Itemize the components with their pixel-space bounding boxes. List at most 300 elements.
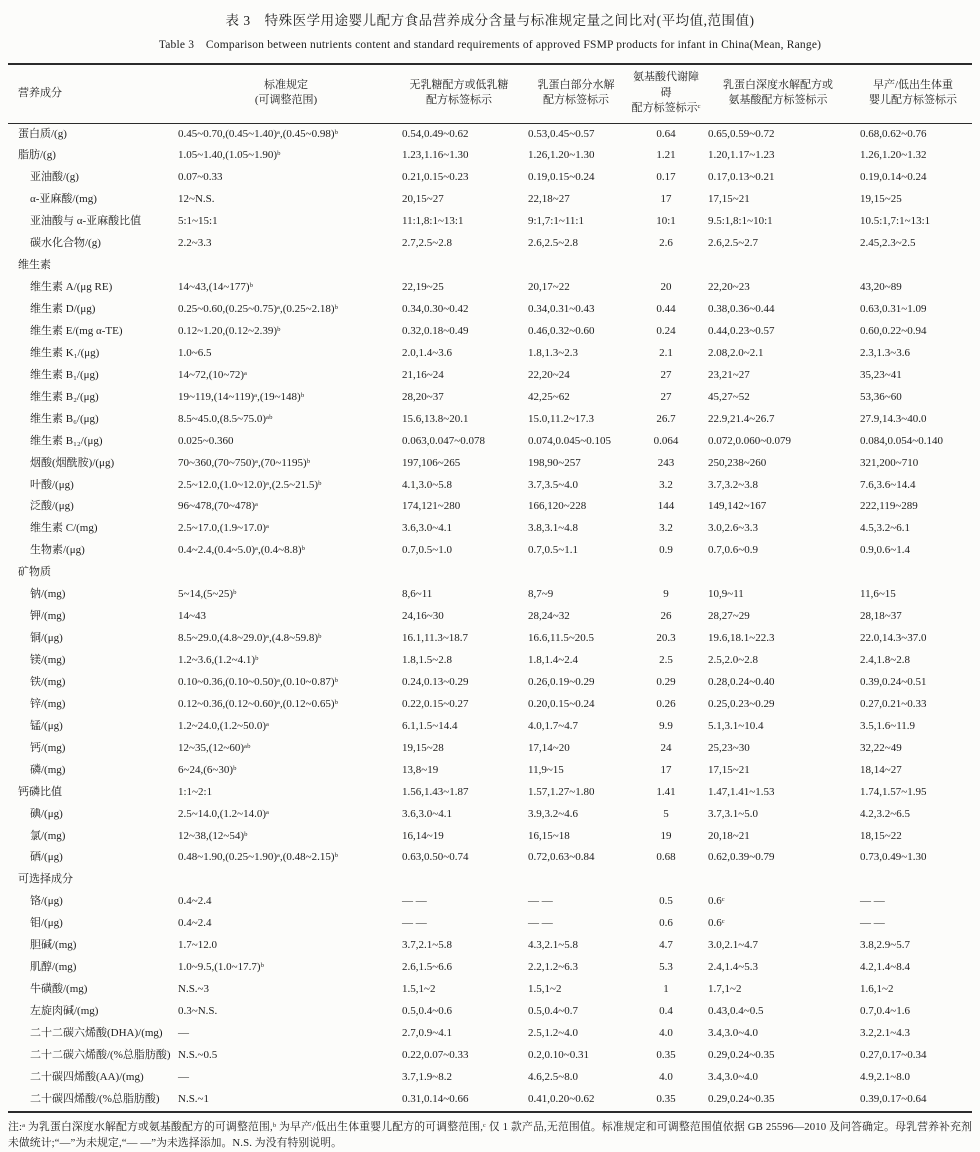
cell: 19,15~28 xyxy=(402,741,444,754)
cell: 1.26,1.20~1.32 xyxy=(860,149,927,162)
cell: 20,15~27 xyxy=(402,193,444,206)
cell: 0.31,0.14~0.66 xyxy=(402,1092,469,1105)
cell: 2.08,2.0~2.1 xyxy=(708,346,764,359)
table-row xyxy=(8,847,972,869)
cell: 2.5~12.0,(1.0~12.0)ᵃ,(2.5~21.5)ᵇ xyxy=(178,478,322,491)
table-header xyxy=(8,64,972,123)
cell: 1.74,1.57~1.95 xyxy=(860,785,927,798)
section-row xyxy=(8,562,972,584)
table-row xyxy=(8,979,972,1001)
cell: 0.26 xyxy=(656,697,676,710)
cell: 4.3,2.1~5.8 xyxy=(528,939,578,952)
cell: 0.19,0.14~0.24 xyxy=(860,171,927,184)
cell: 2.2,1.2~6.3 xyxy=(528,961,578,974)
cell: 2.5~17.0,(1.9~17.0)ᵃ xyxy=(178,522,269,535)
cell: 10:1 xyxy=(656,215,676,228)
cell: 0.9,0.6~1.4 xyxy=(860,544,910,557)
cell: 5:1~15:1 xyxy=(178,215,218,228)
cell: 0.65,0.59~0.72 xyxy=(708,127,775,140)
table-row xyxy=(8,935,972,957)
cell: 19 xyxy=(660,829,672,842)
col-header-standard: 标准规定 (可调整范围) xyxy=(176,64,396,123)
cell: 1.0~9.5,(1.0~17.7)ᵇ xyxy=(178,961,264,974)
cell: 7.6,3.6~14.4 xyxy=(860,478,916,491)
cell: 22.0,14.3~37.0 xyxy=(860,632,927,645)
cell: 0.21,0.15~0.23 xyxy=(402,171,469,184)
cell: 96~478,(70~478)ᵃ xyxy=(178,500,258,513)
header-row xyxy=(8,64,972,123)
cell: 0.7,0.4~1.6 xyxy=(860,1005,910,1017)
row-label: 碘/(μg) xyxy=(30,807,63,820)
table-row xyxy=(8,1045,972,1067)
row-label: 硒/(μg) xyxy=(30,851,63,864)
cell: — xyxy=(178,1070,189,1083)
cell: 3.8,2.9~5.7 xyxy=(860,939,910,952)
cell: 22,18~27 xyxy=(528,193,570,206)
cell: 0.63,0.50~0.74 xyxy=(402,851,469,864)
cell: 45,27~52 xyxy=(708,390,750,403)
col-header-preterm: 早产/低出生体重 婴儿配方标签标示 xyxy=(854,64,972,123)
cell: 0.43,0.4~0.5 xyxy=(708,1005,764,1017)
cell: 0.20,0.15~0.24 xyxy=(528,697,595,710)
cell: 3.0,2.1~4.7 xyxy=(708,939,758,952)
cell: 3.6,3.0~4.1 xyxy=(402,807,452,820)
cell: 0.24 xyxy=(656,324,676,337)
cell: — — xyxy=(402,895,427,908)
cell: 9.9 xyxy=(659,719,673,732)
cell: 22.9,21.4~26.7 xyxy=(708,412,775,425)
cell: 1.8,1.3~2.3 xyxy=(528,346,578,359)
cell: 0.63,0.31~1.09 xyxy=(860,303,927,315)
cell: 2.4,1.8~2.8 xyxy=(860,654,910,666)
cell: 321,200~710 xyxy=(860,456,919,469)
cell: 3.7,3.5~4.0 xyxy=(528,478,578,491)
cell: 13,8~19 xyxy=(402,763,439,776)
cell xyxy=(396,255,522,277)
cell: — — xyxy=(860,895,885,908)
cell: 0.5,0.4~0.6 xyxy=(402,1005,452,1017)
cell: 0.064 xyxy=(653,434,679,447)
cell: 1.41 xyxy=(656,785,676,798)
cell: 1.7,1~2 xyxy=(708,983,742,996)
cell: 0.4~2.4 xyxy=(178,917,212,930)
cell: 0.072,0.060~0.079 xyxy=(708,434,791,447)
row-label: 泛酸/(μg) xyxy=(30,500,74,513)
table-row xyxy=(8,913,972,935)
table-title-en: Table 3 Comparison between nutrients content and standard requirements of approved FSMP products for infant in China(Mean, Range) xyxy=(158,39,822,51)
cell xyxy=(396,562,522,584)
cell: 3.9,3.2~4.6 xyxy=(528,807,578,820)
row-label: 铜/(μg) xyxy=(30,632,63,645)
cell: 2.5~14.0,(1.2~14.0)ᵃ xyxy=(178,807,269,820)
cell: 53,36~60 xyxy=(860,390,902,403)
cell: 1.26,1.20~1.30 xyxy=(528,149,595,162)
cell: 0.063,0.047~0.078 xyxy=(402,434,485,447)
cell: 4.7 xyxy=(659,939,673,952)
cell: 9 xyxy=(663,588,669,601)
cell: — — xyxy=(528,895,553,908)
cell: 17,15~21 xyxy=(708,763,750,776)
cell: 0.074,0.045~0.105 xyxy=(528,434,611,447)
cell: 4.0 xyxy=(659,1070,673,1083)
cell: 166,120~228 xyxy=(528,500,587,513)
col-header-lactose-free: 无乳糖配方或低乳糖 配方标签标示 xyxy=(396,64,522,123)
cell: 10.5:1,7:1~13:1 xyxy=(860,215,931,228)
cell: 0.34,0.30~0.42 xyxy=(402,303,469,315)
cell: N.S.~1 xyxy=(178,1092,210,1105)
cell: 2.1 xyxy=(659,346,673,359)
table-row xyxy=(8,233,972,255)
cell: 6.1,1.5~14.4 xyxy=(402,719,458,732)
cell: 19.6,18.1~22.3 xyxy=(708,632,775,645)
cell: 3.6,3.0~4.1 xyxy=(402,522,452,535)
cell: 2.3,1.3~3.6 xyxy=(860,346,910,359)
cell xyxy=(854,562,972,584)
row-label: 二十碳四烯酸(AA)/(mg) xyxy=(30,1070,144,1083)
cell: 23,21~27 xyxy=(708,368,750,381)
section-label: 维生素 xyxy=(18,259,51,272)
cell: 0.25,0.23~0.29 xyxy=(708,697,775,710)
cell: 3.2 xyxy=(659,478,673,491)
row-label: 铬/(μg) xyxy=(30,895,63,908)
cell: 2.6,2.5~2.8 xyxy=(528,237,578,250)
cell: 2.45,2.3~2.5 xyxy=(860,237,916,250)
row-label: 维生素 D/(μg) xyxy=(30,303,96,315)
cell: 4.6,2.5~8.0 xyxy=(528,1070,578,1083)
cell: 19~119,(14~119)ᵃ,(19~148)ᵇ xyxy=(178,390,305,403)
cell: 0.34,0.31~0.43 xyxy=(528,303,595,315)
cell xyxy=(854,869,972,891)
cell: 3.2 xyxy=(659,522,673,535)
nutrients-comparison-table xyxy=(8,63,972,1113)
cell: 1.8,1.4~2.4 xyxy=(528,654,578,666)
cell: 0.19,0.15~0.24 xyxy=(528,171,595,184)
cell: 35,23~41 xyxy=(860,368,902,381)
cell: 0.4~2.4 xyxy=(178,895,212,908)
cell: 28,20~37 xyxy=(402,390,444,403)
cell: 8.5~29.0,(4.8~29.0)ᵃ,(4.8~59.8)ᵇ xyxy=(178,632,322,645)
cell: 4.9,2.1~8.0 xyxy=(860,1070,910,1083)
table-row xyxy=(8,431,972,453)
row-label: 胆碱/(mg) xyxy=(30,939,77,952)
table-row xyxy=(8,123,972,145)
cell: 6~24,(6~30)ᵇ xyxy=(178,763,237,776)
cell xyxy=(702,562,854,584)
cell: 0.24,0.13~0.29 xyxy=(402,675,469,688)
cell: 12~38,(12~54)ᵇ xyxy=(178,829,248,842)
cell: 0.72,0.63~0.84 xyxy=(528,851,595,864)
cell: 12~35,(12~60)ᵃᵇ xyxy=(178,741,251,754)
cell: 0.5,0.4~0.7 xyxy=(528,1005,578,1017)
cell: 27 xyxy=(660,390,672,403)
cell: 3.4,3.0~4.0 xyxy=(708,1026,758,1039)
cell: 0.4~2.4,(0.4~5.0)ᵃ,(0.4~8.8)ᵇ xyxy=(178,544,305,557)
cell: 198,90~257 xyxy=(528,456,581,469)
table-row xyxy=(8,716,972,738)
cell: 15.6,13.8~20.1 xyxy=(402,412,469,425)
cell: 0.22,0.07~0.33 xyxy=(402,1048,469,1061)
table-row xyxy=(8,518,972,540)
cell: 0.12~1.20,(0.12~2.39)ᵇ xyxy=(178,324,281,337)
row-label: 亚油酸/(g) xyxy=(30,171,79,184)
cell: 28,18~37 xyxy=(860,610,902,623)
cell: 3.5,1.6~11.9 xyxy=(860,719,916,732)
cell: 4.5,3.2~6.1 xyxy=(860,522,910,535)
cell: 0.32,0.18~0.49 xyxy=(402,324,469,337)
table-footnotes: 注:ᵃ 为乳蛋白深度水解配方或氨基酸配方的可调整范围,ᵇ 为早产/低出生体重婴儿配方的可调整范围,ᶜ 仅 1 款产品,无范围值。标准规定和可调整范围值依据 GB 25596—2010 及问答确定。母乳营养补充剂未做统计;“—”为未规定,“— —”为未选择添加。N.S. 为没有特别说明。 xyxy=(8,1120,972,1150)
row-label: 生物素/(μg) xyxy=(30,544,85,557)
cell: 0.29,0.24~0.35 xyxy=(708,1048,775,1061)
cell: 0.68,0.62~0.76 xyxy=(860,127,927,140)
cell: 22,20~24 xyxy=(528,368,570,381)
cell: 0.5 xyxy=(659,895,673,908)
table-row xyxy=(8,211,972,233)
table-row xyxy=(8,167,972,189)
cell xyxy=(176,255,396,277)
cell: 0.53,0.45~0.57 xyxy=(528,127,595,140)
cell: 1.7~12.0 xyxy=(178,939,217,952)
row-label: α-亚麻酸/(mg) xyxy=(30,193,97,206)
cell: 3.7,3.2~3.8 xyxy=(708,478,758,491)
cell: 0.6ᶜ xyxy=(708,917,725,930)
cell: 22,20~23 xyxy=(708,281,750,294)
cell: 0.9 xyxy=(659,544,673,557)
cell: 0.17,0.13~0.21 xyxy=(708,171,775,184)
table-row xyxy=(8,496,972,518)
cell: 14~72,(10~72)ᵃ xyxy=(178,368,247,381)
cell: 0.35 xyxy=(656,1048,676,1061)
row-label: 烟酸(烟酰胺)/(μg) xyxy=(30,456,115,469)
cell: 0.07~0.33 xyxy=(178,171,223,184)
cell: 2.6,2.5~2.7 xyxy=(708,237,758,250)
cell: 17,15~21 xyxy=(708,193,750,206)
table-row xyxy=(8,189,972,211)
table-row xyxy=(8,387,972,409)
row-label: 碳水化合物/(g) xyxy=(30,237,101,250)
table-body xyxy=(8,123,972,1112)
cell: — xyxy=(178,1026,189,1039)
cell: 0.38,0.36~0.44 xyxy=(708,303,775,315)
row-label: 二十二碳六烯酸/(%总脂肪酸) xyxy=(30,1048,171,1061)
section-row xyxy=(8,255,972,277)
row-label: 二十碳四烯酸/(%总脂肪酸) xyxy=(30,1092,160,1105)
cell: 0.48~1.90,(0.25~1.90)ᵃ,(0.48~2.15)ᵇ xyxy=(178,851,338,864)
table-row xyxy=(8,277,972,299)
cell: 32,22~49 xyxy=(860,741,902,754)
table-row xyxy=(8,453,972,475)
row-label: 维生素 B₆/(μg) xyxy=(30,412,99,425)
cell: 2.7,2.5~2.8 xyxy=(402,237,452,250)
cell: 42,25~62 xyxy=(528,390,570,403)
cell: 1.6,1~2 xyxy=(860,983,894,996)
cell: 43,20~89 xyxy=(860,281,902,294)
cell: 5 xyxy=(663,807,669,820)
cell: 1.5,1~2 xyxy=(402,983,436,996)
cell: 26 xyxy=(660,610,672,623)
row-label: 叶酸/(μg) xyxy=(30,478,74,491)
cell: 26.7 xyxy=(656,412,676,425)
row-label: 维生素 B₁₂/(μg) xyxy=(30,434,103,447)
cell: 250,238~260 xyxy=(708,456,767,469)
cell xyxy=(702,869,854,891)
row-label: 锰/(μg) xyxy=(30,719,63,732)
cell: — — xyxy=(528,917,553,930)
cell: 8.5~45.0,(8.5~75.0)ᵃᵇ xyxy=(178,412,273,425)
cell: 3.8,3.1~4.8 xyxy=(528,522,578,535)
row-label: 维生素 K₁/(μg) xyxy=(30,346,100,359)
row-label: 铁/(mg) xyxy=(30,675,66,688)
cell: 0.68 xyxy=(656,851,676,864)
cell: 174,121~280 xyxy=(402,500,461,513)
cell: 11,9~15 xyxy=(528,763,564,776)
table-row xyxy=(8,1023,972,1045)
row-label: 脂肪/(g) xyxy=(18,149,56,162)
row-label: 肌醇/(mg) xyxy=(30,961,77,974)
cell: 3.7,1.9~8.2 xyxy=(402,1070,452,1083)
cell: 24 xyxy=(660,741,672,754)
cell: 0.39,0.17~0.64 xyxy=(860,1092,927,1105)
table-row xyxy=(8,365,972,387)
cell: 16,15~18 xyxy=(528,829,570,842)
cell: 2.2~3.3 xyxy=(178,237,212,250)
cell xyxy=(522,562,630,584)
row-label: 钙/(mg) xyxy=(30,741,66,754)
row-label: 镁/(mg) xyxy=(30,654,66,666)
col-header-extensively-hydrolyzed: 乳蛋白深度水解配方或 氨基酸配方标签标示 xyxy=(702,64,854,123)
cell: 9:1,7:1~11:1 xyxy=(528,215,584,228)
cell: 17,14~20 xyxy=(528,741,570,754)
cell: 9.5:1,8:1~10:1 xyxy=(708,215,773,228)
row-label: 维生素 E/(mg α-TE) xyxy=(30,324,123,337)
cell xyxy=(702,255,854,277)
cell: — — xyxy=(860,917,885,930)
cell: 25,23~30 xyxy=(708,741,750,754)
table-row xyxy=(8,957,972,979)
table-row xyxy=(8,826,972,848)
cell: 2.5,2.0~2.8 xyxy=(708,654,758,666)
table-row xyxy=(8,694,972,716)
cell: 1 xyxy=(663,983,669,996)
cell: 0.35 xyxy=(656,1092,676,1105)
cell: 1.21 xyxy=(656,149,676,162)
cell: 1.57,1.27~1.80 xyxy=(528,785,595,798)
cell: 0.12~0.36,(0.12~0.60)ᵃ,(0.12~0.65)ᵇ xyxy=(178,697,338,710)
cell: 0.60,0.22~0.94 xyxy=(860,324,927,337)
row-label: 钠/(mg) xyxy=(30,588,66,601)
cell: 2.5 xyxy=(659,654,673,666)
table-row xyxy=(8,475,972,497)
cell: 0.28,0.24~0.40 xyxy=(708,675,775,688)
cell: N.S.~0.5 xyxy=(178,1048,218,1061)
cell: 3.2,2.1~4.3 xyxy=(860,1026,910,1039)
row-label: 维生素 A/(μg RE) xyxy=(30,281,113,294)
cell xyxy=(630,255,702,277)
row-label: 蛋白质/(g) xyxy=(18,127,67,140)
cell: 21,16~24 xyxy=(402,368,444,381)
row-label: 二十二碳六烯酸(DHA)/(mg) xyxy=(30,1026,163,1039)
table-row xyxy=(8,1089,972,1112)
row-label: 牛磺酸/(mg) xyxy=(30,983,88,996)
cell: 5~14,(5~25)ᵇ xyxy=(178,588,237,601)
cell: 1:1~2:1 xyxy=(178,785,213,798)
cell: 2.6,1.5~6.6 xyxy=(402,961,452,974)
cell xyxy=(522,869,630,891)
cell: 24,16~30 xyxy=(402,610,444,623)
cell: 0.17 xyxy=(656,171,676,184)
table-row xyxy=(8,1067,972,1089)
cell: 0.41,0.20~0.62 xyxy=(528,1092,595,1105)
cell: 0.73,0.49~1.30 xyxy=(860,851,927,864)
cell: 0.27,0.21~0.33 xyxy=(860,697,927,710)
cell: 1.2~24.0,(1.2~50.0)ᵃ xyxy=(178,719,269,732)
cell: 0.45~0.70,(0.45~1.40)ᵃ,(0.45~0.98)ᵇ xyxy=(178,127,338,140)
cell: 4.2,1.4~8.4 xyxy=(860,961,910,974)
cell: 243 xyxy=(657,456,675,469)
cell: 17 xyxy=(660,193,672,206)
cell xyxy=(630,562,702,584)
col-header-partially-hydrolyzed: 乳蛋白部分水解 配方标签标示 xyxy=(522,64,630,123)
cell: 0.29 xyxy=(656,675,676,688)
cell: 4.2,3.2~6.5 xyxy=(860,807,910,820)
cell: 5.1,3.1~10.4 xyxy=(708,719,764,732)
cell: 0.26,0.19~0.29 xyxy=(528,675,595,688)
cell: 20,17~22 xyxy=(528,281,570,294)
cell: 1.47,1.41~1.53 xyxy=(708,785,775,798)
cell: 0.29,0.24~0.35 xyxy=(708,1092,775,1105)
cell: 28,24~32 xyxy=(528,610,570,623)
table-row xyxy=(8,321,972,343)
table-row xyxy=(8,672,972,694)
cell xyxy=(396,869,522,891)
cell: 1.23,1.16~1.30 xyxy=(402,149,469,162)
section-label: 矿物质 xyxy=(18,566,51,579)
cell: 0.4 xyxy=(659,1005,673,1017)
cell: 0.22,0.15~0.27 xyxy=(402,697,469,710)
row-label: 维生素 B₂/(μg) xyxy=(30,390,99,403)
cell: 27 xyxy=(660,368,672,381)
table-row xyxy=(8,782,972,804)
table-row xyxy=(8,738,972,760)
cell: 0.2,0.10~0.31 xyxy=(528,1048,589,1061)
row-label: 钙磷比值 xyxy=(18,785,62,798)
cell: 18,14~27 xyxy=(860,763,902,776)
cell: — — xyxy=(402,917,427,930)
cell: 1.2~3.6,(1.2~4.1)ᵇ xyxy=(178,654,259,666)
cell: 11,6~15 xyxy=(860,588,896,601)
cell: 8,7~9 xyxy=(528,588,554,601)
cell: 2.7,0.9~4.1 xyxy=(402,1026,452,1039)
table-row xyxy=(8,299,972,321)
cell: 0.6ᶜ xyxy=(708,895,725,908)
cell: 144 xyxy=(657,500,675,513)
cell: 4.0 xyxy=(659,1026,673,1039)
row-label: 磷/(mg) xyxy=(30,763,66,776)
cell: 8,6~11 xyxy=(402,588,433,601)
cell: 17 xyxy=(660,763,672,776)
cell: 0.62,0.39~0.79 xyxy=(708,851,775,864)
col-header-amino-acid-metabolic: 氨基酸代谢障碍 配方标签标示ᶜ xyxy=(630,64,702,123)
cell: 16.1,11.3~18.7 xyxy=(402,632,469,645)
cell: 5.3 xyxy=(659,961,673,974)
cell: 4.1,3.0~5.8 xyxy=(402,478,452,491)
cell: 27.9,14.3~40.0 xyxy=(860,412,927,425)
cell: 0.084,0.054~0.140 xyxy=(860,434,943,447)
cell: 4.0,1.7~4.7 xyxy=(528,719,578,732)
cell: 3.7,2.1~5.8 xyxy=(402,939,452,952)
cell: 28,27~29 xyxy=(708,610,750,623)
row-label: 左旋肉碱/(mg) xyxy=(30,1005,99,1017)
cell: 3.0,2.6~3.3 xyxy=(708,522,758,535)
